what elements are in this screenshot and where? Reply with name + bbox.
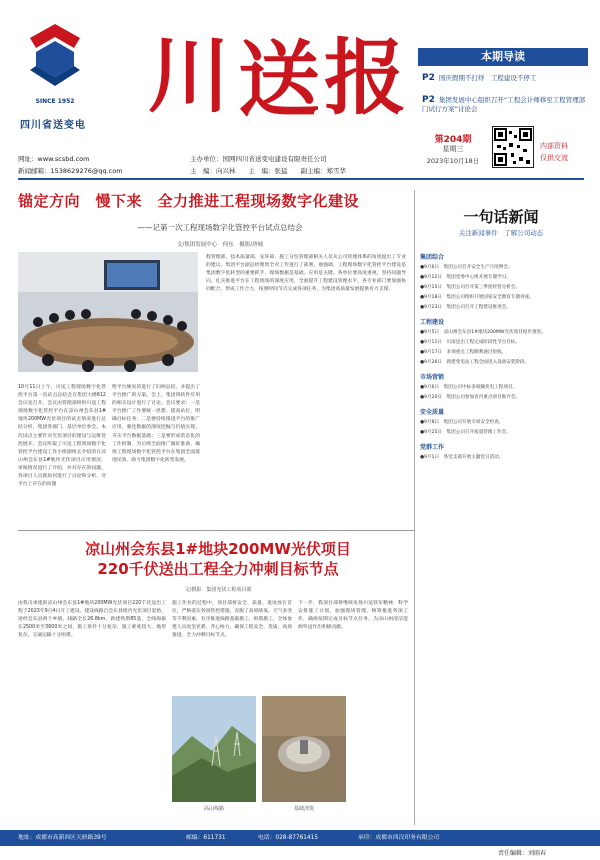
- masthead-rule: [18, 178, 584, 180]
- company-name: 四川省送变电: [20, 120, 86, 131]
- since-label: SINCE 1952: [35, 98, 75, 105]
- news-item[interactable]: ●9月15日 集团公司召开第三季度经营分析会。: [420, 285, 521, 290]
- story2-column: 由我司承建的凉山州会东县1#地块200MW光伏项目220千伏送出工程于2023年9月4日开工建设，建设线路自会东县境内光伏项目起始，途经会东县两个乡镇，线路全长26.8km，新建铁塔85基，全线海拔在2500米至3600米之间，施工条件十分复杂，施工难度较大，地形复杂，交通运输十分困难。: [18, 601, 166, 639]
- news-category: 党群工作: [420, 444, 445, 451]
- guide-text: 国庆假期不打烊 工程建设不停工: [438, 74, 537, 82]
- footer-bar: [0, 830, 600, 846]
- meeting-photo: [18, 252, 198, 372]
- title-char-1: 川: [148, 28, 231, 122]
- editors: 主 编：向兴林 主 编：张猛 副主编：郑雪华: [190, 167, 346, 175]
- guide-page: P2: [422, 95, 435, 105]
- title-char-3: 报: [324, 30, 407, 122]
- caption-left: 高山线路: [203, 806, 224, 812]
- website: 网址：www.scsbd.com: [18, 155, 90, 163]
- news-subtitle: 关注新闻事件 了解公司动态: [458, 229, 544, 237]
- title-char-2: 送: [238, 32, 321, 122]
- sponsor: 主办单位：国网四川省送变电建设有限责任公司: [190, 155, 327, 163]
- news-item[interactable]: ●9月6日 集团公司中标多项输变电工程项目。: [420, 385, 518, 390]
- news-item[interactable]: ●9月8日 集团公司开展专项安全检查。: [420, 420, 504, 425]
- news-item[interactable]: ●9月23日 集团公司召开工程建设推进会。: [420, 305, 511, 310]
- news-item[interactable]: ●9月18日 集团公司组织开展国家安全教育专题讲座。: [420, 295, 534, 300]
- guide-page: P2: [422, 73, 435, 83]
- chief-editor: 责任编辑：刘雨春: [498, 850, 547, 857]
- news-category: 工程建设: [420, 319, 445, 326]
- news-category: 集团综合: [420, 254, 445, 261]
- company-logo: [18, 18, 92, 92]
- story1-column: 程管理部、技术质量部、安环部、施工分包管理部相关人员从公司管理体系的角度提出了专业的建议。集团平台副总经理周全对工作进行了部署，他强调，工程现场数字化管控平台建设是集团数字化转型的重要抓手，现场数据是基础、应用是关键。各单位要高度重视，坚持问题导向，扎实推进平台在工程现场的深度应用，全面提升工程建设管理水平，各专业部门要加强协同配合，形成工作合力，按照时间节点完成各项任务，为集团高质量发展提供有力支撑。: [206, 255, 406, 293]
- guide-text: 集团发展中心组织召开“工程会计师移至工程管理部门试行方案”讨论会: [422, 96, 586, 113]
- issue-number: 第204期: [434, 135, 472, 145]
- section-divider: [18, 530, 414, 531]
- issue-weekday: 星期三: [442, 145, 464, 153]
- news-item[interactable]: ●9月11日 川南送出工程完成阶段性节点目标。: [420, 340, 521, 345]
- story2-column: 施工作业的过程中，项目部将安全、质量、进度放在首位，严格落实各项管控措施，克服了高原缺氧、天气多变等不利因素，有序推进线路基础施工、组塔施工，全体参建人员攻坚克难、齐心协力，确保工程安全、优质、高效推进，全力冲刺目标节点。: [172, 601, 292, 639]
- story2-column: 下一步，我项目部将继续发扬川送铁军精神，科学安排施工计划，加强现场管理，统筹推进各项工作，确保按期完成目标节点任务，为凉山州清洁能源外送作出积极贡献。: [298, 601, 408, 631]
- guide-title: 本期导读: [418, 48, 588, 66]
- news-item[interactable]: ●9月17日 多项重点工程顺利通过验收。: [420, 350, 507, 355]
- news-item[interactable]: ●9月26日 新建变电站工程全面进入设备安装阶段。: [420, 360, 530, 365]
- footer-post: 邮编：611731: [186, 835, 226, 841]
- caption-right: 基础浇筑: [293, 806, 314, 812]
- guide-item[interactable]: [422, 74, 586, 83]
- story1-column: 给平台修复的进行了归纳总结，并提出了平台推广的方案。会上，集团将软件应用的相关设计进行了讨论。会议要求：一是平台推广工作要统一思想、提高站位，明确目标任务；二是要持续推进平台的推广应用，强化数据的深度挖掘与价值实现，夯实平台数据基础；三是要形成常态化的工作机制，为后续全面推广做好准备，确保工程现场数字化管控平台在集团全面落地见效，助力集团数字化转型发展。: [112, 385, 200, 463]
- email: 新闻邮箱：1538629276@qq.com: [18, 167, 123, 175]
- internal-label-2: 仅供交流: [540, 154, 568, 162]
- footer-address: 地址：成都市高新西区天骄路39号: [18, 835, 107, 841]
- news-item[interactable]: ●9月5日 凉山州会东县1#地块200MW光伏项目稳步推进。: [420, 330, 546, 335]
- story2-headline-1: 凉山州会东县1#地块200MW光伏项目: [85, 540, 351, 558]
- newspaper-title: [128, 26, 408, 122]
- issue-date: 2023年10月18日: [426, 157, 480, 165]
- news-item[interactable]: ●9月6日 集团公司召开安全生产月度例会。: [420, 265, 513, 270]
- story1-headline: 锚定方向 慢下来 全力推进工程现场数字化建设: [18, 192, 360, 210]
- news-item[interactable]: ●9月1日 各党支部开展主题党日活动。: [420, 455, 504, 460]
- story1-column: 10月11日上午，川送工程现场数字化管控平台第一次试点总结会在集团大楼612会议室召开。会议由管理部组织川送工程现场数字化管控平台在凉山州会东县1#地块200MW光伏项目的试点情况进行总结分析，集团各部门、基层单位参会。本次试点主要针对光伏项目的建设与运维管控展开，会议听取了川送工程现场数字化管控平台建设工作小组副组长介绍的在凉山州会东县1#地块光伏项目应用情况，审核情况进行了介绍，并对存在的问题、各项目人员就如何进行了讨论和分析，对平台上存在的问题: [18, 385, 106, 488]
- guide-item[interactable]: [422, 96, 586, 114]
- internal-label-1: 内部资料: [540, 142, 568, 150]
- news-item[interactable]: ●9月25日 集团公司召开质量管理工作会。: [420, 430, 511, 435]
- news-item[interactable]: ●9月12日 集团党委中心组开展专题学习。: [420, 275, 511, 280]
- news-title: 一句话新闻: [463, 208, 539, 226]
- news-list: [420, 246, 584, 822]
- qr-code-icon: [492, 126, 534, 168]
- story1-subhead: ——记第一次工程现场数字化管控平台试点总结会: [137, 223, 303, 232]
- column-divider: [414, 190, 415, 825]
- news-category: 市场营销: [420, 374, 445, 381]
- foundation-photo: [262, 696, 346, 802]
- footer-phone: 电话：028-87761415: [258, 835, 319, 841]
- news-item[interactable]: ●9月20日 集团公司参加省内重点项目推介会。: [420, 395, 521, 400]
- internal-note: [540, 140, 568, 164]
- story2-byline: 文/摄影 集团光伏工程项目部: [184, 587, 252, 593]
- story1-byline: 文/集团发展中心 何东 摄影/唐城: [176, 242, 264, 248]
- mountain-line-photo: [172, 696, 256, 802]
- story2-headline-2: 220千伏送出工程全力冲刺目标节点: [97, 560, 339, 578]
- news-category: 安全质量: [420, 409, 445, 416]
- footer-print: 承印：成都市西汉印务有限公司: [358, 835, 440, 841]
